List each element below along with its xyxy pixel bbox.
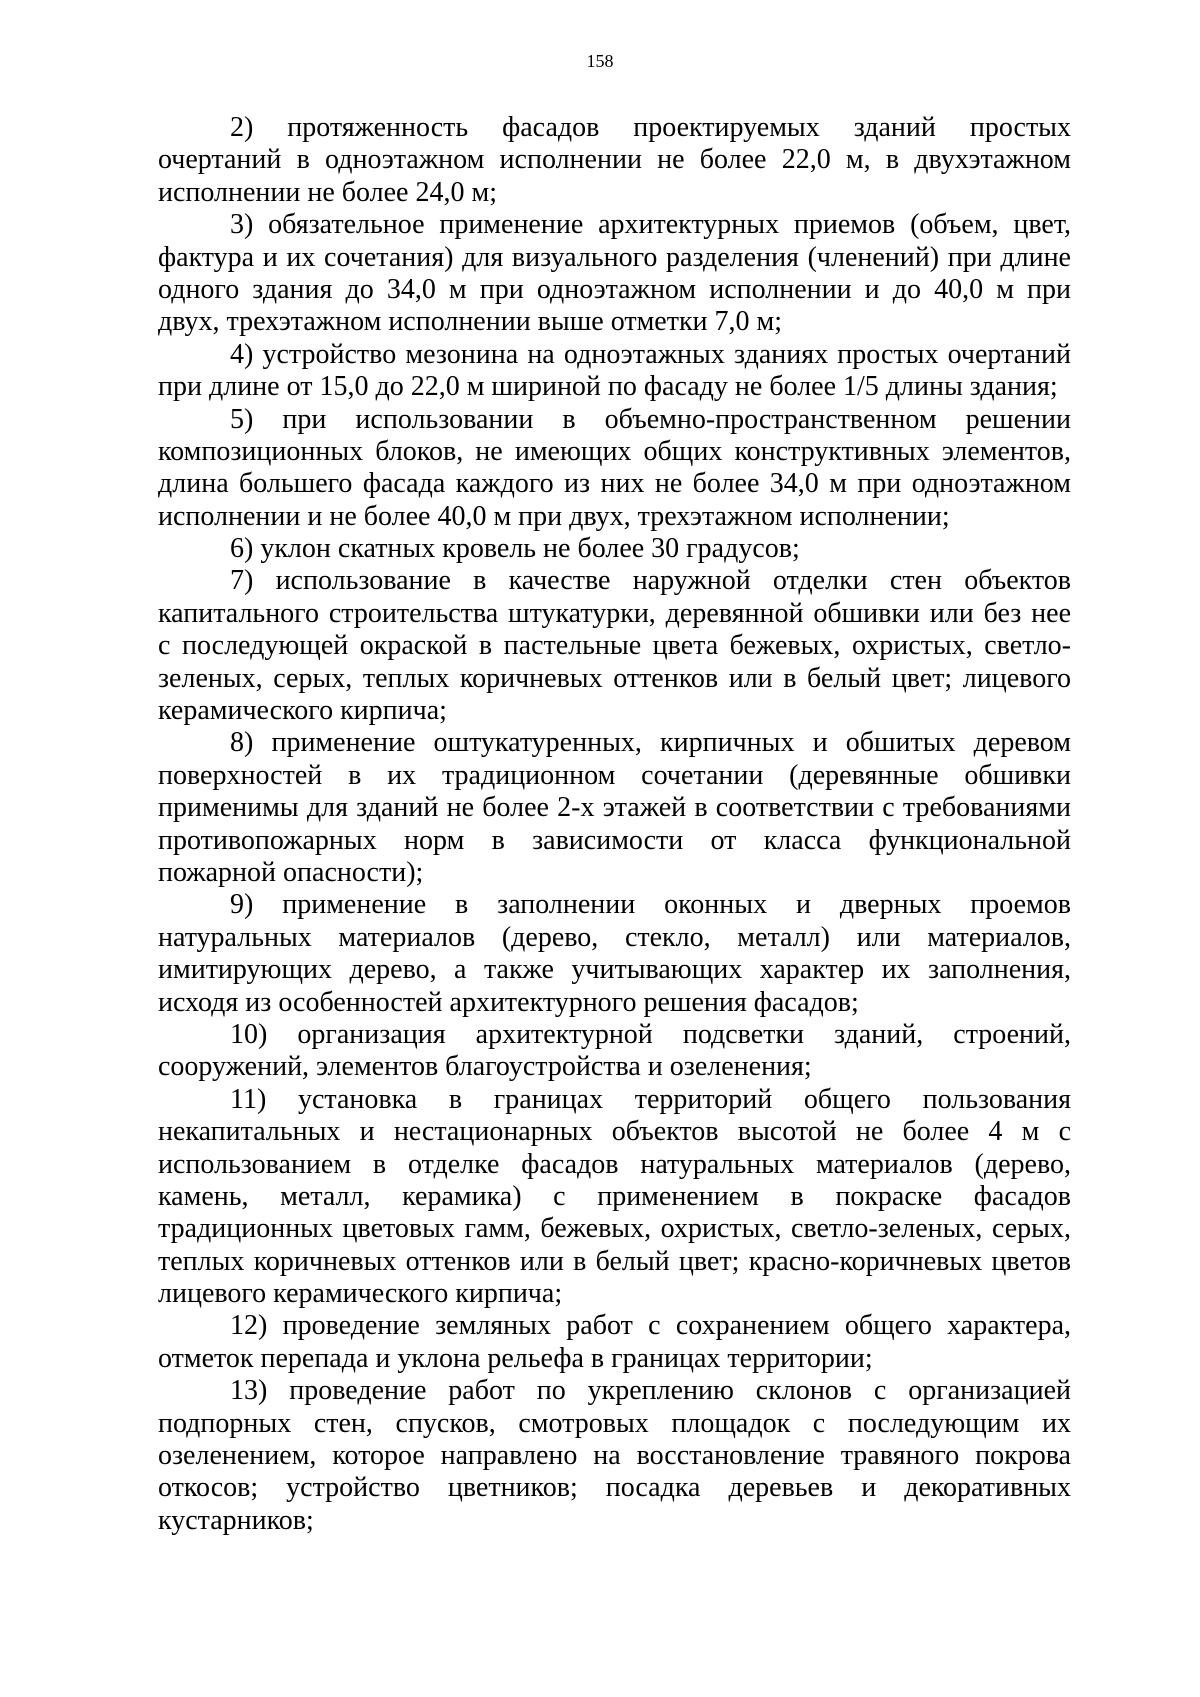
list-item-first-line: 5) при использовании в объемно-пространственном решении: [230, 403, 1071, 435]
list-item-line: исполнении не более 24,0 м;: [158, 176, 497, 208]
list-item-line: применимы для зданий не более 2-х этажей в соответствии с требованиями: [158, 792, 1071, 824]
list-item-line: исходя из особенностей архитектурного решения фасадов;: [158, 986, 859, 1018]
list-item-line: зеленых, серых, теплых коричневых оттенков или в белый цвет; лицевого: [158, 662, 1071, 694]
list-item-line: исполнении и не более 40,0 м при двух, трехэтажном исполнении;: [158, 500, 950, 532]
list-item-line: одного здания до 34,0 м при одноэтажном исполнении и до 40,0 м при: [158, 273, 1071, 305]
list-item-line: кустарников;: [158, 1504, 314, 1536]
list-item-line: сооружений, элементов благоустройства и озеленения;: [158, 1051, 812, 1083]
document-body: [158, 112, 1071, 1537]
list-item-first-line: 12) проведение земляных работ с сохранением общего характера,: [230, 1310, 1071, 1342]
list-item-line: длина большего фасада каждого из них не более 34,0 м при одноэтажном: [158, 468, 1071, 500]
list-item-line: камень, металл, керамика) с применением в покраске фасадов: [158, 1180, 1071, 1212]
list-item-first-line: 8) применение оштукатуренных, кирпичных и обшитых деревом: [230, 727, 1071, 759]
list-item-line: некапитальных и нестационарных объектов высотой не более 4 м с: [158, 1116, 1071, 1148]
list-item-first-line: 6) уклон скатных кровель не более 30 градусов;: [230, 533, 800, 565]
list-item-line: отметок перепада и уклона рельефа в границах территории;: [158, 1342, 873, 1374]
list-item-line: традиционных цветовых гамм, бежевых, охристых, светло-зеленых, серых,: [158, 1213, 1071, 1245]
list-item-line: керамического кирпича;: [158, 695, 447, 727]
list-item-line: композиционных блоков, не имеющих общих конструктивных элементов,: [158, 435, 1071, 467]
page-number: 158: [586, 51, 614, 71]
list-item-line: двух, трехэтажном исполнении выше отметки 7,0 м;: [158, 306, 783, 338]
list-item-first-line: 9) применение в заполнении оконных и дверных проемов: [230, 889, 1071, 921]
list-item-line: противопожарных норм в зависимости от класса функциональной: [158, 824, 1071, 856]
list-item-first-line: 2) протяженность фасадов проектируемых зданий простых: [230, 112, 1071, 143]
list-item-line: капитального строительства штукатурки, деревянной обшивки или без нее: [158, 597, 1071, 629]
list-item-line: поверхностей в их традиционном сочетании (деревянные обшивки: [158, 759, 1071, 791]
list-item-line: пожарной опасности);: [158, 856, 424, 888]
list-item-first-line: 10) организация архитектурной подсветки зданий, строений,: [230, 1018, 1071, 1050]
list-item-first-line: 3) обязательное применение архитектурных приемов (объем, цвет,: [230, 209, 1071, 241]
list-item-first-line: 13) проведение работ по укреплению склонов с организацией: [230, 1375, 1071, 1407]
list-item-line: откосов; устройство цветников; посадка деревьев и декоративных: [158, 1472, 1071, 1504]
list-item-first-line: 11) установка в границах территорий общего пользования: [230, 1083, 1071, 1115]
list-item-line: озеленением, которое направлено на восстановление травяного покрова: [158, 1440, 1071, 1472]
list-item-first-line: 4) устройство мезонина на одноэтажных зданиях простых очертаний: [230, 338, 1071, 370]
list-item-line: с последующей окраской в пастельные цвета бежевых, охристых, светло-: [158, 630, 1071, 662]
list-item-line: при длине от 15,0 до 22,0 м шириной по фасаду не более 1/5 длины здания;: [158, 371, 1058, 403]
list-item-line: подпорных стен, спусков, смотровых площадок с последующим их: [158, 1407, 1071, 1439]
list-item-line: очертаний в одноэтажном исполнении не более 22,0 м, в двухэтажном: [158, 144, 1071, 176]
list-item-line: лицевого керамического кирпича;: [158, 1278, 563, 1310]
list-item-first-line: 7) использование в качестве наружной отделки стен объектов: [230, 565, 1071, 597]
list-item-line: натуральных материалов (дерево, стекло, металл) или материалов,: [158, 921, 1071, 953]
list-item-line: теплых коричневых оттенков или в белый цвет; красно-коричневых цветов: [158, 1245, 1071, 1277]
list-item-line: использованием в отделке фасадов натуральных материалов (дерево,: [158, 1148, 1071, 1180]
list-item-line: фактура и их сочетания) для визуального разделения (членений) при длине: [158, 241, 1071, 273]
list-item-line: имитирующих дерево, а также учитывающих характер их заполнения,: [158, 954, 1071, 986]
